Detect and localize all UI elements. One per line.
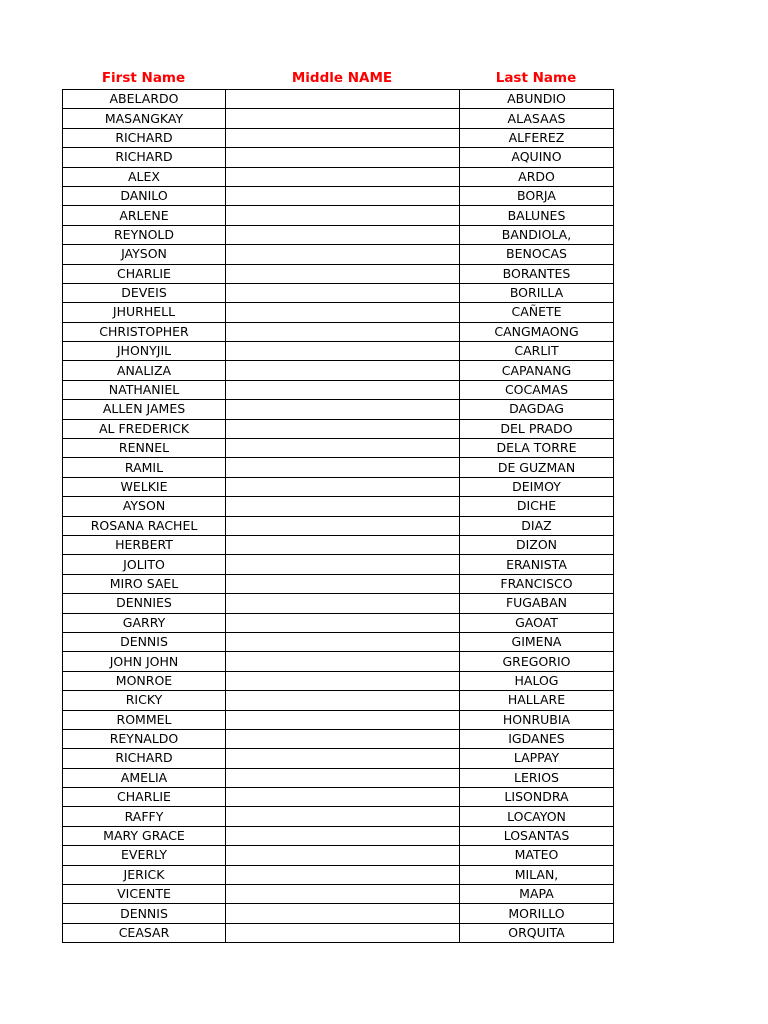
first-name-cell[interactable]: REYNOLD xyxy=(63,225,226,244)
table-row xyxy=(63,652,614,671)
last-name-cell[interactable]: DEL PRADO xyxy=(460,419,614,438)
middle-name-cell[interactable] xyxy=(226,128,460,147)
last-name-cell[interactable]: DELA TORRE xyxy=(460,439,614,458)
last-name-cell[interactable]: FRANCISCO xyxy=(460,574,614,593)
names-table-body xyxy=(63,90,614,943)
middle-name-cell[interactable] xyxy=(226,652,460,671)
middle-name-cell[interactable] xyxy=(226,400,460,419)
first-name-cell[interactable]: GARRY xyxy=(63,613,226,632)
first-name-cell[interactable]: CHARLIE xyxy=(63,264,226,283)
table-row xyxy=(63,361,614,380)
first-name-cell[interactable]: AMELIA xyxy=(63,768,226,787)
first-name-cell[interactable]: MARY GRACE xyxy=(63,826,226,845)
table-row xyxy=(63,516,614,535)
last-name-cell[interactable]: BORILLA xyxy=(460,283,614,302)
first-name-cell[interactable]: ROMMEL xyxy=(63,710,226,729)
last-name-cell[interactable]: LERIOS xyxy=(460,768,614,787)
table-row xyxy=(63,923,614,942)
middle-name-cell[interactable] xyxy=(226,865,460,884)
first-name-cell[interactable]: EVERLY xyxy=(63,846,226,865)
last-name-cell[interactable]: BALUNES xyxy=(460,206,614,225)
first-name-cell[interactable]: JAYSON xyxy=(63,245,226,264)
table-row xyxy=(63,186,614,205)
first-name-cell[interactable]: CHARLIE xyxy=(63,788,226,807)
table-row xyxy=(63,225,614,244)
middle-name-cell[interactable] xyxy=(226,90,460,109)
last-name-cell[interactable]: MAPA xyxy=(460,885,614,904)
middle-name-cell[interactable] xyxy=(226,167,460,186)
first-name-cell[interactable]: ALLEN JAMES xyxy=(63,400,226,419)
first-name-cell[interactable]: RENNEL xyxy=(63,439,226,458)
last-name-cell[interactable]: LISONDRA xyxy=(460,788,614,807)
name-sheet xyxy=(62,68,613,943)
middle-name-cell[interactable] xyxy=(226,342,460,361)
middle-name-cell[interactable] xyxy=(226,885,460,904)
middle-name-cell[interactable] xyxy=(226,380,460,399)
middle-name-cell[interactable] xyxy=(226,904,460,923)
middle-name-cell[interactable] xyxy=(226,303,460,322)
first-name-cell[interactable]: RAFFY xyxy=(63,807,226,826)
first-name-cell[interactable]: REYNALDO xyxy=(63,729,226,748)
last-name-cell[interactable]: ARDO xyxy=(460,167,614,186)
last-name-cell[interactable]: DAGDAG xyxy=(460,400,614,419)
table-row xyxy=(63,477,614,496)
last-name-cell[interactable]: GAOAT xyxy=(460,613,614,632)
table-row xyxy=(63,768,614,787)
last-name-cell[interactable]: FUGABAN xyxy=(460,594,614,613)
first-name-cell[interactable]: DEVEIS xyxy=(63,283,226,302)
first-name-cell[interactable]: RICHARD xyxy=(63,148,226,167)
middle-name-cell[interactable] xyxy=(226,671,460,690)
first-name-cell[interactable]: JERICK xyxy=(63,865,226,884)
first-name-cell[interactable]: ARLENE xyxy=(63,206,226,225)
last-name-cell[interactable]: LOSANTAS xyxy=(460,826,614,845)
middle-name-cell[interactable] xyxy=(226,788,460,807)
middle-name-cell[interactable] xyxy=(226,186,460,205)
last-name-cell[interactable]: ALFEREZ xyxy=(460,128,614,147)
first-name-cell[interactable]: ALEX xyxy=(63,167,226,186)
first-name-cell[interactable]: MIRO SAEL xyxy=(63,574,226,593)
middle-name-cell[interactable] xyxy=(226,555,460,574)
first-name-cell[interactable]: CHRISTOPHER xyxy=(63,322,226,341)
table-row xyxy=(63,671,614,690)
middle-name-cell[interactable] xyxy=(226,361,460,380)
last-name-cell[interactable]: MORILLO xyxy=(460,904,614,923)
first-name-header: First Name xyxy=(101,70,186,86)
first-name-cell[interactable]: DANILO xyxy=(63,186,226,205)
first-name-cell[interactable]: ABELARDO xyxy=(63,90,226,109)
middle-name-cell[interactable] xyxy=(226,846,460,865)
table-row xyxy=(63,148,614,167)
table-row xyxy=(63,245,614,264)
middle-name-cell[interactable] xyxy=(226,826,460,845)
table-row xyxy=(63,632,614,651)
middle-name-cell[interactable] xyxy=(226,225,460,244)
last-name-cell[interactable]: DIAZ xyxy=(460,516,614,535)
middle-name-cell[interactable] xyxy=(226,322,460,341)
last-name-cell[interactable]: HONRUBIA xyxy=(460,710,614,729)
table-row xyxy=(63,865,614,884)
last-name-cell[interactable]: DE GUZMAN xyxy=(460,458,614,477)
first-name-cell[interactable]: AL FREDERICK xyxy=(63,419,226,438)
last-name-cell[interactable]: ABUNDIO xyxy=(460,90,614,109)
last-name-cell[interactable]: AQUINO xyxy=(460,148,614,167)
first-name-cell[interactable]: JOHN JOHN xyxy=(63,652,226,671)
first-name-cell[interactable]: DENNIS xyxy=(63,632,226,651)
table-row xyxy=(63,807,614,826)
last-name-cell[interactable]: GREGORIO xyxy=(460,652,614,671)
last-name-cell[interactable]: MATEO xyxy=(460,846,614,865)
middle-name-cell[interactable] xyxy=(226,807,460,826)
middle-name-cell[interactable] xyxy=(226,923,460,942)
table-row xyxy=(63,535,614,554)
middle-name-cell[interactable] xyxy=(226,613,460,632)
middle-name-cell[interactable] xyxy=(226,632,460,651)
last-name-cell[interactable]: CAÑETE xyxy=(460,303,614,322)
first-name-cell[interactable]: DENNIES xyxy=(63,594,226,613)
first-name-cell[interactable]: WELKIE xyxy=(63,477,226,496)
first-name-cell[interactable]: CEASAR xyxy=(63,923,226,942)
table-row xyxy=(63,109,614,128)
middle-name-cell[interactable] xyxy=(226,477,460,496)
table-row xyxy=(63,90,614,109)
last-name-cell[interactable]: MILAN, xyxy=(460,865,614,884)
first-name-cell[interactable]: MASANGKAY xyxy=(63,109,226,128)
table-row xyxy=(63,497,614,516)
first-name-cell[interactable]: HERBERT xyxy=(63,535,226,554)
last-name-cell[interactable]: BANDIOLA, xyxy=(460,225,614,244)
first-name-cell[interactable]: RICHARD xyxy=(63,128,226,147)
table-row xyxy=(63,710,614,729)
first-name-cell[interactable]: RAMIL xyxy=(63,458,226,477)
last-name-cell[interactable]: ERANISTA xyxy=(460,555,614,574)
table-row xyxy=(63,439,614,458)
table-row xyxy=(63,400,614,419)
last-name-cell[interactable]: ALASAAS xyxy=(460,109,614,128)
last-name-cell[interactable]: ORQUITA xyxy=(460,923,614,942)
middle-name-cell[interactable] xyxy=(226,148,460,167)
names-table xyxy=(62,89,614,943)
middle-name-cell[interactable] xyxy=(226,458,460,477)
table-row xyxy=(63,613,614,632)
last-name-cell[interactable]: HALLARE xyxy=(460,691,614,710)
first-name-cell[interactable]: NATHANIEL xyxy=(63,380,226,399)
first-name-cell[interactable]: RICHARD xyxy=(63,749,226,768)
last-name-cell[interactable]: GIMENA xyxy=(460,632,614,651)
first-name-cell[interactable]: JOLITO xyxy=(63,555,226,574)
first-name-cell[interactable]: ROSANA RACHEL xyxy=(63,516,226,535)
last-name-cell[interactable]: CARLIT xyxy=(460,342,614,361)
table-row xyxy=(63,574,614,593)
first-name-cell[interactable]: RICKY xyxy=(63,691,226,710)
table-row xyxy=(63,826,614,845)
middle-name-cell[interactable] xyxy=(226,206,460,225)
middle-name-cell[interactable] xyxy=(226,749,460,768)
table-row xyxy=(63,691,614,710)
table-row xyxy=(63,206,614,225)
middle-name-cell[interactable] xyxy=(226,729,460,748)
first-name-cell[interactable]: JHURHELL xyxy=(63,303,226,322)
last-name-cell[interactable]: LOCAYON xyxy=(460,807,614,826)
middle-name-cell[interactable] xyxy=(226,535,460,554)
last-name-cell[interactable]: CAPANANG xyxy=(460,361,614,380)
middle-name-cell[interactable] xyxy=(226,594,460,613)
first-name-cell[interactable]: JHONYJIL xyxy=(63,342,226,361)
table-row xyxy=(63,885,614,904)
middle-name-cell[interactable] xyxy=(226,419,460,438)
last-name-cell[interactable]: IGDANES xyxy=(460,729,614,748)
table-row xyxy=(63,167,614,186)
last-name-cell[interactable]: DIZON xyxy=(460,535,614,554)
table-row xyxy=(63,788,614,807)
middle-name-cell[interactable] xyxy=(226,245,460,264)
table-row xyxy=(63,303,614,322)
last-name-cell[interactable]: HALOG xyxy=(460,671,614,690)
last-name-cell[interactable]: BENOCAS xyxy=(460,245,614,264)
table-row xyxy=(63,322,614,341)
table-row xyxy=(63,846,614,865)
middle-name-cell[interactable] xyxy=(226,768,460,787)
first-name-cell[interactable]: ANALIZA xyxy=(63,361,226,380)
middle-name-cell[interactable] xyxy=(226,439,460,458)
table-row xyxy=(63,342,614,361)
table-row xyxy=(63,594,614,613)
first-name-cell[interactable]: DENNIS xyxy=(63,904,226,923)
table-row xyxy=(63,128,614,147)
header-row xyxy=(62,68,613,89)
table-row xyxy=(63,283,614,302)
last-name-cell[interactable]: LAPPAY xyxy=(460,749,614,768)
first-name-cell[interactable]: AYSON xyxy=(63,497,226,516)
middle-name-cell[interactable] xyxy=(226,574,460,593)
middle-name-cell[interactable] xyxy=(226,691,460,710)
table-row xyxy=(63,419,614,438)
table-row xyxy=(63,264,614,283)
table-row xyxy=(63,380,614,399)
last-name-header: Last Name xyxy=(495,70,577,86)
middle-name-cell[interactable] xyxy=(226,497,460,516)
table-row xyxy=(63,749,614,768)
table-row xyxy=(63,458,614,477)
last-name-cell[interactable]: CANGMAONG xyxy=(460,322,614,341)
last-name-cell[interactable]: DICHE xyxy=(460,497,614,516)
middle-name-cell[interactable] xyxy=(226,109,460,128)
last-name-cell[interactable]: COCAMAS xyxy=(460,380,614,399)
table-row xyxy=(63,729,614,748)
middle-name-header: Middle NAME xyxy=(291,70,393,86)
last-name-cell[interactable]: DEIMOY xyxy=(460,477,614,496)
middle-name-cell[interactable] xyxy=(226,516,460,535)
middle-name-cell[interactable] xyxy=(226,264,460,283)
table-row xyxy=(63,555,614,574)
last-name-cell[interactable]: BORJA xyxy=(460,186,614,205)
middle-name-cell[interactable] xyxy=(226,283,460,302)
first-name-cell[interactable]: VICENTE xyxy=(63,885,226,904)
last-name-cell[interactable]: BORANTES xyxy=(460,264,614,283)
table-row xyxy=(63,904,614,923)
first-name-cell[interactable]: MONROE xyxy=(63,671,226,690)
middle-name-cell[interactable] xyxy=(226,710,460,729)
